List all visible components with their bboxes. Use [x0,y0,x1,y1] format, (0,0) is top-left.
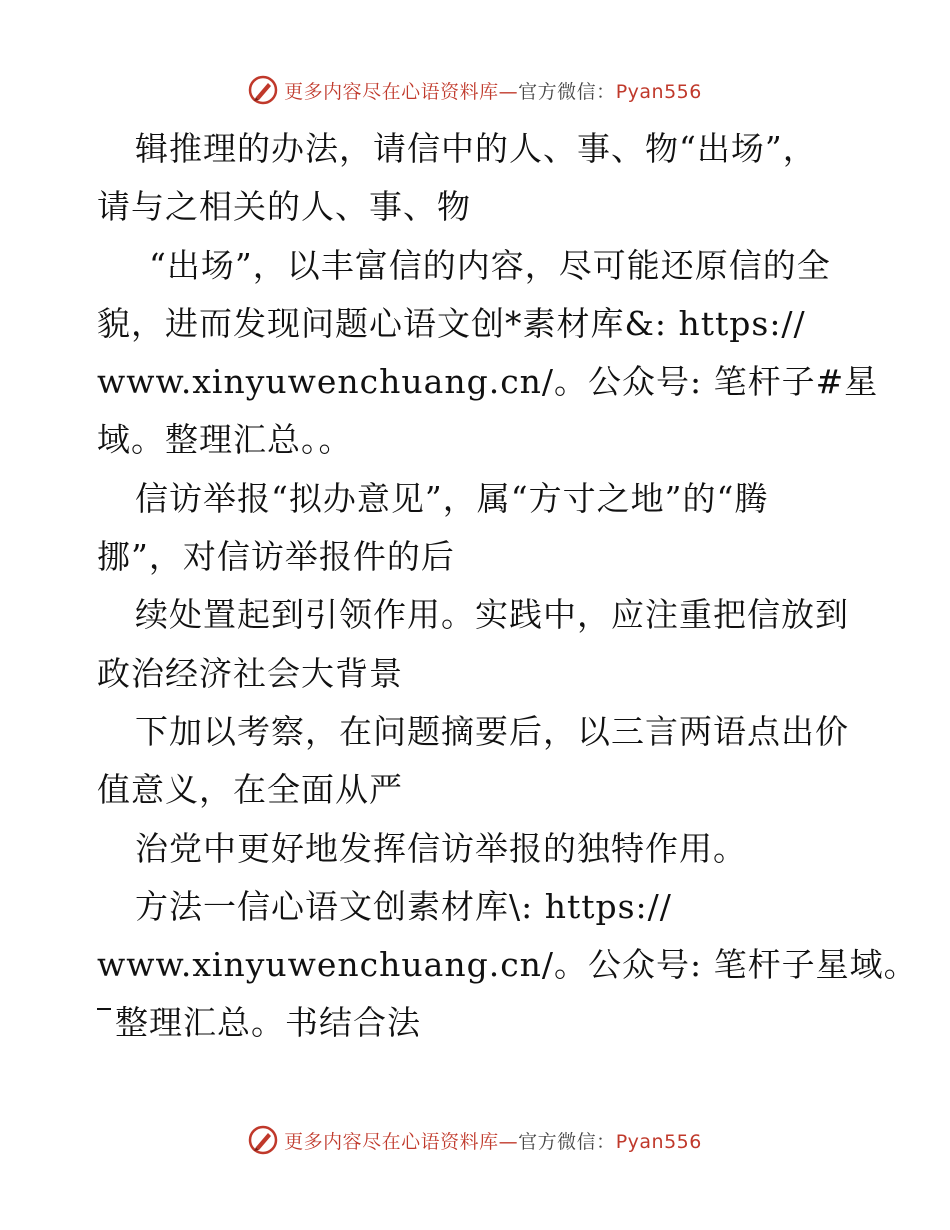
text-line: 值意义，在全面从严 [97,770,403,810]
text-line: 辑推理的办法，请信中的人、事、物“出场”， [135,129,817,168]
text-line: 域。整理汇总。。 [97,420,353,460]
document-body [97,120,918,1053]
text-line: 挪”，对信访举报件的后 [97,537,455,577]
banner-text: 更多内容尽在心语资料库—官方微信：Pyan556 [284,80,702,103]
text-line: www.xinyuwenchuang.cn/。公众号: 笔杆子#星 [97,362,879,402]
pen-logo-icon [248,1125,278,1155]
dash-mark [97,1008,111,1010]
text-line-with-mark [97,994,857,1052]
text-line: 貌，进而发现问题心语文创*素材库&: https:// [97,303,806,343]
text-line: 请与之相关的人、事、物 [97,187,471,227]
text-line: “出场”，以丰富信的内容，尽可能还原信的全 [149,245,831,285]
footer-banner [0,1120,950,1160]
pen-logo-icon [248,75,278,105]
text-line: www.xinyuwenchuang.cn/。公众号: 笔杆子星域。 [97,945,918,985]
banner-text: 更多内容尽在心语资料库—官方微信：Pyan556 [284,1130,702,1153]
header-banner [0,70,950,110]
text-line: 下加以考察，在问题摘要后，以三言两语点出价 [135,711,849,751]
text-line: 方法一信心语文创素材库\: https:// [135,886,672,926]
text-line: 续处置起到引领作用。实践中，应注重把信放到 [135,595,849,635]
text-line: 整理汇总。书结合法 [115,1003,421,1043]
text-line: 政治经济社会大背景 [97,653,403,693]
text-line: 治党中更好地发挥信访举报的独特作用。 [135,828,747,868]
text-line: 信访举报“拟办意见”，属“方寸之地”的“腾 [135,478,769,518]
